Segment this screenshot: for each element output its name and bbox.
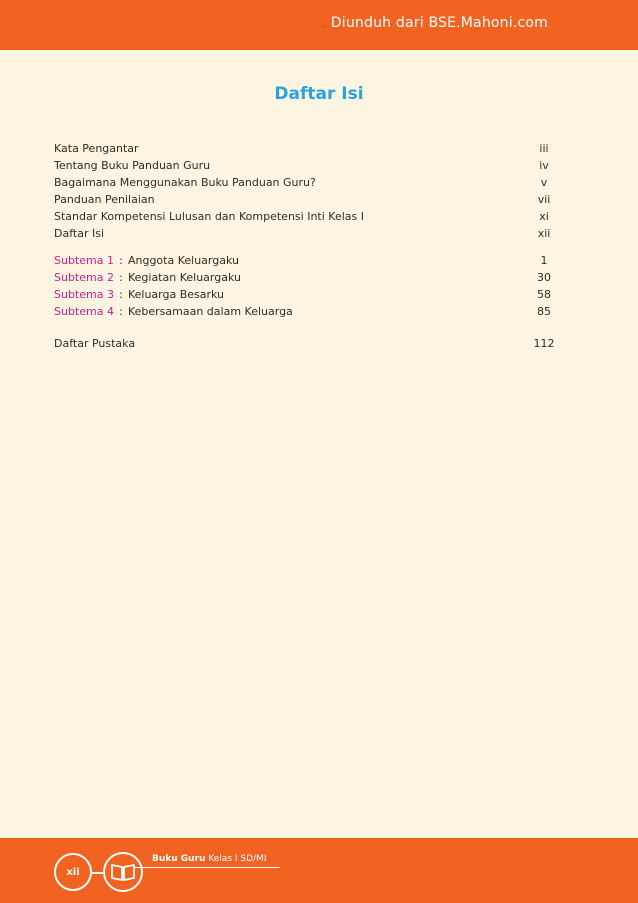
toc-entry[interactable] (54, 140, 564, 157)
subtheme-label: Subtema 2 (54, 271, 114, 284)
book-title (152, 854, 266, 864)
toc-entry-page: vii (537, 193, 551, 206)
subtheme-separator: : (119, 271, 123, 284)
spacer (54, 242, 564, 252)
page-number: xii (66, 867, 80, 878)
subtheme-separator: : (119, 288, 123, 301)
toc-entry[interactable] (54, 225, 564, 242)
spacer (54, 320, 564, 335)
toc-entry-page: iii (539, 142, 549, 155)
toc-entry-label: Daftar Isi (54, 227, 104, 240)
subtheme-entry[interactable] (54, 269, 564, 286)
page-number-badge (54, 853, 92, 891)
subtheme-title: Keluarga Besarku (127, 288, 225, 301)
open-book-icon (110, 862, 136, 882)
subtheme-page: 1 (540, 254, 548, 267)
subtheme-entry[interactable] (54, 303, 564, 320)
subtheme-label: Subtema 4 (54, 305, 114, 318)
header-band (0, 0, 638, 50)
toc-entry-label: Daftar Pustaka (54, 337, 136, 350)
toc-entry-label: Bagaimana Menggunakan Buku Panduan Guru? (54, 176, 316, 189)
toc-entry-label: Panduan Penilaian (54, 193, 155, 206)
toc-entry-page: iv (539, 159, 549, 172)
toc-entry[interactable] (54, 174, 564, 191)
subtheme-separator: : (119, 305, 123, 318)
toc-entry[interactable] (54, 335, 564, 352)
footer-underline (135, 867, 280, 868)
toc-entry-label: Standar Kompetensi Lulusan dan Kompetensi Inti Kelas I (54, 210, 364, 223)
toc-entry[interactable] (54, 208, 564, 225)
subtheme-title: Kegiatan Keluargaku (127, 271, 241, 284)
subtheme-entry[interactable] (54, 252, 564, 269)
book-title-bold: Buku Guru (152, 854, 206, 864)
subtheme-separator: : (119, 254, 123, 267)
toc-entry[interactable] (54, 191, 564, 208)
toc-entry-page: xi (539, 210, 549, 223)
subtheme-page: 58 (537, 288, 551, 301)
subtheme-label: Subtema 1 (54, 254, 114, 267)
subtheme-label: Subtema 3 (54, 288, 114, 301)
subtheme-title: Anggota Keluargaku (127, 254, 239, 267)
book-title-rest: Kelas I SD/MI (208, 854, 267, 864)
toc-entry-page: 112 (533, 337, 555, 350)
subtheme-entry[interactable] (54, 286, 564, 303)
page-title: Daftar Isi (274, 84, 364, 104)
download-watermark: Diunduh dari BSE.Mahoni.com (330, 15, 548, 31)
toc-entry-label: Kata Pengantar (54, 142, 139, 155)
book-badge (103, 852, 143, 892)
footer-band (0, 838, 638, 903)
subtheme-title: Kebersamaan dalam Keluarga (127, 305, 293, 318)
toc-entry[interactable] (54, 157, 564, 174)
table-of-contents (54, 140, 564, 352)
toc-entry-label: Tentang Buku Panduan Guru (54, 159, 211, 172)
toc-entry-page: xii (537, 227, 551, 240)
subtheme-page: 85 (537, 305, 551, 318)
subtheme-page: 30 (537, 271, 551, 284)
toc-entry-page: v (540, 176, 548, 189)
